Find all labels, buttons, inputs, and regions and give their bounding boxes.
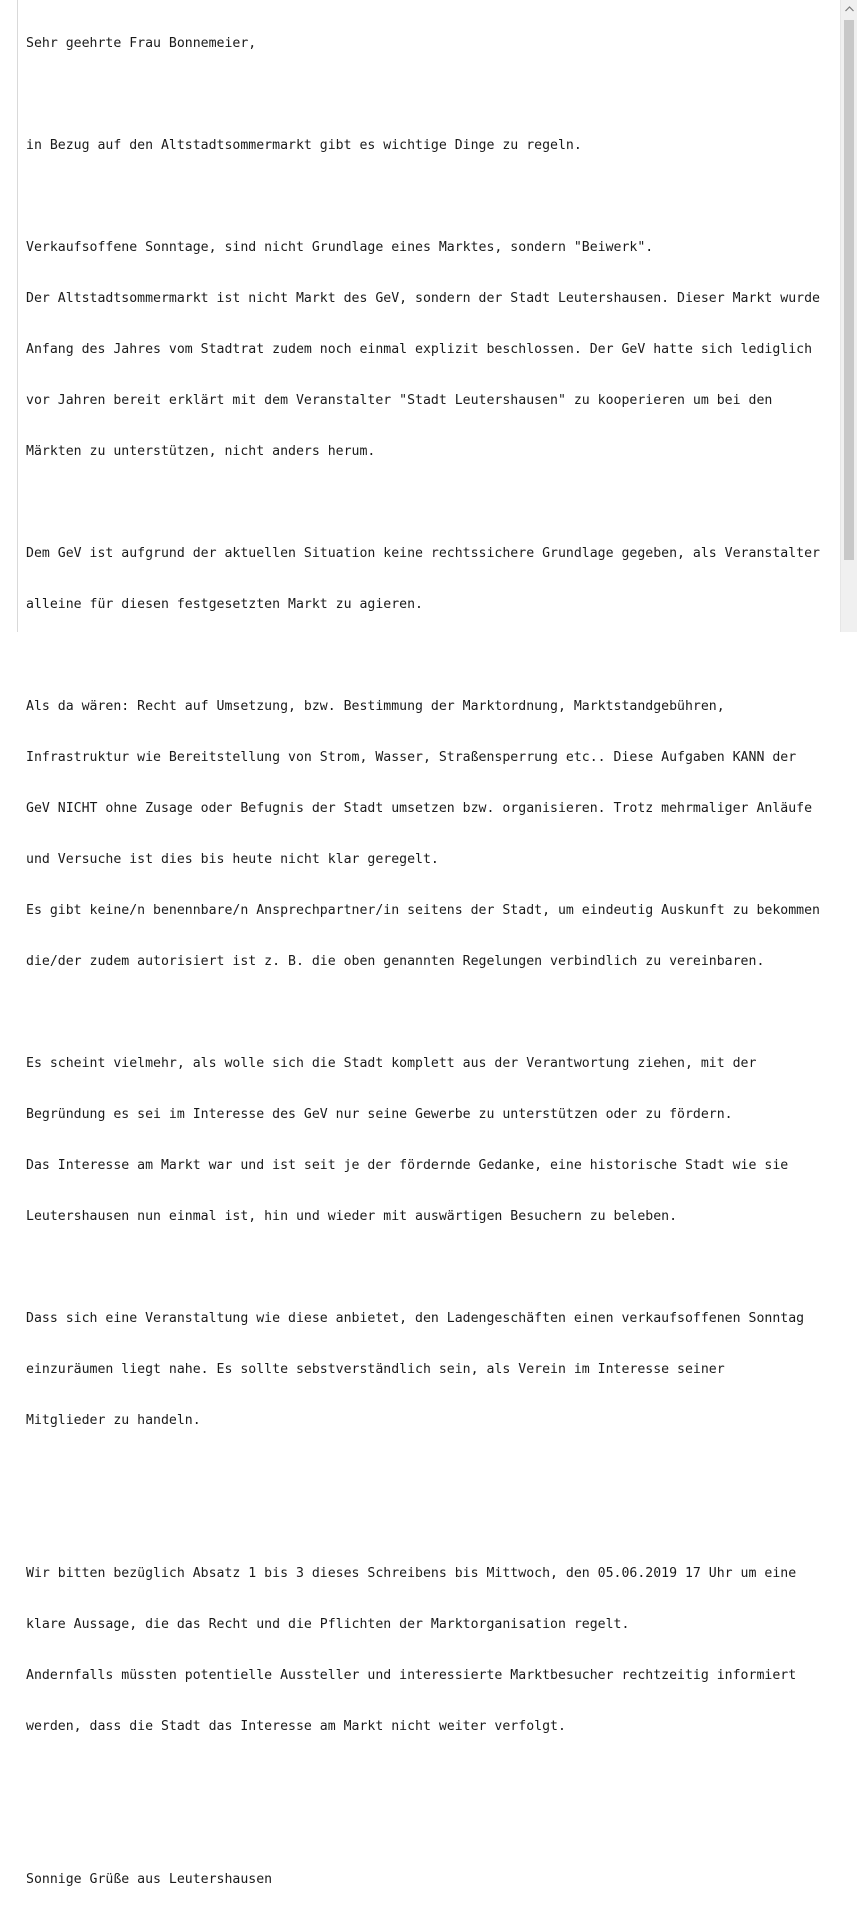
text-line: Das Interesse am Markt war und ist seit je der fördernde Gedanke, eine historische Stadt wie sie xyxy=(26,1158,789,1173)
text-line: Andernfalls müssten potentielle Aussteller und interessierte Marktbesucher rechtzeitig informiert xyxy=(26,1668,797,1683)
text-line: Wir bitten bezüglich Absatz 1 bis 3 dieses Schreibens bis Mittwoch, den 05.06.2019 17 Uhr um eine xyxy=(26,1566,797,1581)
scroll-up-button[interactable] xyxy=(841,0,857,17)
editor-left-border xyxy=(17,0,18,632)
scrollbar-thumb[interactable] xyxy=(844,20,854,560)
text-line: werden, dass die Stadt das Interesse am Markt nicht weiter verfolgt. xyxy=(26,1719,566,1734)
text-line: Es scheint vielmehr, als wolle sich die Stadt komplett aus der Verantwortung ziehen, mit der xyxy=(26,1056,757,1071)
salutation-line: Sehr geehrte Frau Bonnemeier, xyxy=(26,36,257,51)
text-line xyxy=(26,1820,836,1837)
text-line: Als da wären: Recht auf Umsetzung, bzw. Bestimmung der Marktordnung, Marktstandgebühren, xyxy=(26,699,725,714)
text-line: Mitglieder zu handeln. xyxy=(26,1413,201,1428)
closing-line: Sonnige Grüße aus Leutershausen xyxy=(26,1872,273,1887)
text-line: Es gibt keine/n benennbare/n Ansprechpartner/in seitens der Stadt, um eindeutig Auskunft zu bekommen xyxy=(26,903,820,918)
text-line xyxy=(26,647,836,664)
text-line: Der Altstadtsommermarkt ist nicht Markt des GeV, sondern der Stadt Leutershausen. Dieser Markt wurde xyxy=(26,291,820,306)
text-line xyxy=(26,1259,836,1276)
text-line xyxy=(26,1004,836,1021)
text-line: vor Jahren bereit erklärt mit dem Veranstalter "Stadt Leutershausen" zu kooperieren um bei den xyxy=(26,393,773,408)
text-line: Dem GeV ist aufgrund der aktuellen Situation keine rechtssichere Grundlage gegeben, als Veranstalter xyxy=(26,546,820,561)
text-line xyxy=(26,86,836,103)
text-line xyxy=(26,1514,836,1531)
text-line: Leutershausen nun einmal ist, hin und wieder mit auswärtigen Besuchern zu beleben. xyxy=(26,1209,678,1224)
text-line: die/der zudem autorisiert ist z. B. die oben genannten Regelungen verbindlich zu vereinbaren. xyxy=(26,954,765,969)
text-line: und Versuche ist dies bis heute nicht klar geregelt. xyxy=(26,852,439,867)
text-line: Dass sich eine Veranstaltung wie diese anbietet, den Ladengeschäften einen verkaufsoffenen Sonntag xyxy=(26,1311,805,1326)
letter-body[interactable] xyxy=(26,1,836,1922)
text-line: GeV NICHT ohne Zusage oder Befugnis der Stadt umsetzen bzw. organisieren. Trotz mehrmaliger Anläufe xyxy=(26,801,813,816)
text-line: Infrastruktur wie Bereitstellung von Strom, Wasser, Straßensperrung etc.. Diese Aufgaben KANN der xyxy=(26,750,797,765)
text-line: alleine für diesen festgesetzten Markt zu agieren. xyxy=(26,597,423,612)
text-line: klare Aussage, die das Recht und die Pflichten der Marktorganisation regelt. xyxy=(26,1617,630,1632)
text-line xyxy=(26,1463,836,1480)
text-line: Anfang des Jahres vom Stadtrat zudem noch einmal explizit beschlossen. Der GeV hatte sich lediglich xyxy=(26,342,813,357)
text-line: einzuräumen liegt nahe. Es sollte sebstverständlich sein, als Verein im Interesse seiner xyxy=(26,1362,725,1377)
text-line xyxy=(26,188,836,205)
vertical-scrollbar[interactable] xyxy=(840,0,857,632)
text-line: Verkaufsoffene Sonntage, sind nicht Grundlage eines Marktes, sondern "Beiwerk". xyxy=(26,240,654,255)
text-line: Begründung es sei im Interesse des GeV nur seine Gewerbe zu unterstützen oder zu fördern. xyxy=(26,1107,733,1122)
text-line xyxy=(26,1769,836,1786)
text-line: in Bezug auf den Altstadtsommermarkt gibt es wichtige Dinge zu regeln. xyxy=(26,138,582,153)
text-line: Märkten zu unterstützen, nicht anders herum. xyxy=(26,444,376,459)
chevron-up-icon xyxy=(845,6,854,12)
text-line xyxy=(26,494,836,511)
